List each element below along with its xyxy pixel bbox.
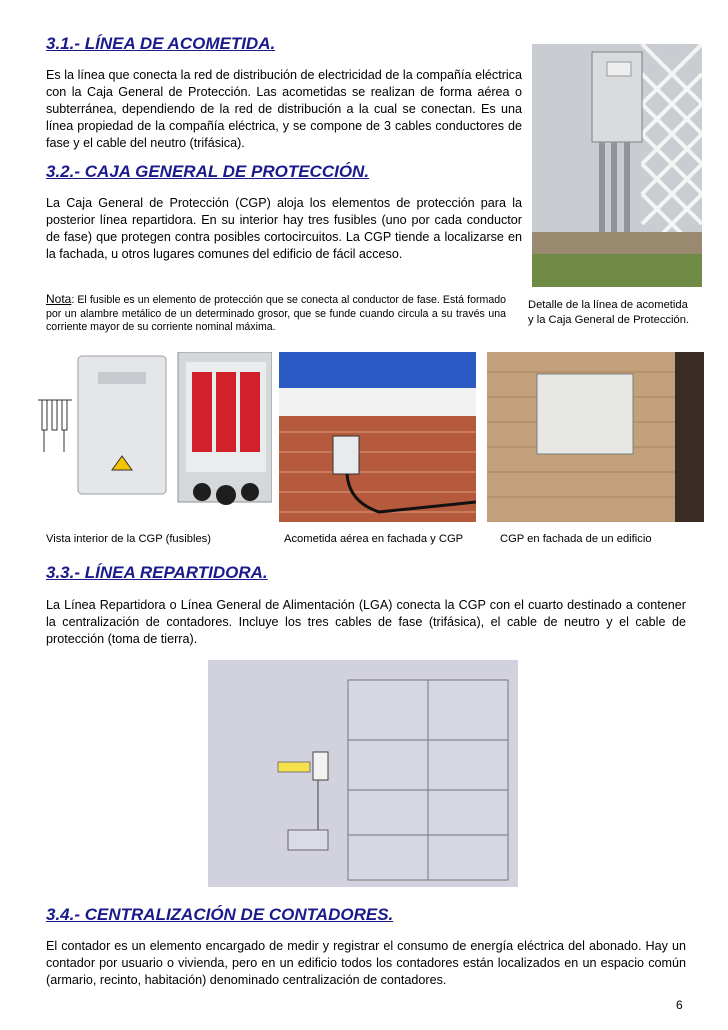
paragraph-3-4: El contador es un elemento encargado de medir y registrar el consumo de energía eléctrica del abonado. Hay un contador por usuario o vivienda, pero en un edificio todos los contadores están localizados en un espacio común (armario, recinto, habitación) denominado centralización de contadores.	[46, 939, 686, 987]
paragraph-3-3: La Línea Repartidora o Línea General de Alimentación (LGA) conecta la CGP con el cuarto destinado a contener la centralización de contadores. Incluye los tres cables de fase (trifásica), el cable de neutro y el cable de protección (toma de tierra).	[46, 598, 686, 646]
page-number: 6	[676, 998, 683, 1012]
note-text: : El fusible es un elemento de protección que se conecta al conductor de fase. Está formado por un alambre metálico de un determinado grosor, que se funde cuando circula a su través una corriente mayor de su corriente nominal máxima.	[46, 294, 506, 333]
paragraph-3-2: La Caja General de Protección (CGP) aloja los elementos de protección para la posterior línea repartidora. En su interior hay tres fusibles (uno por cada conductor de fase) que protegen contra posibles cortocircuitos. La CGP tiende a localizarse en la fachada, u otros lugares comunes del edificio de fácil acceso.	[46, 196, 522, 261]
photo-cgp-fachada	[487, 352, 704, 522]
caption-top-photo-line2: y la Caja General de Protección.	[528, 314, 690, 326]
photo-acometida-aerea	[279, 352, 476, 522]
heading-3-2: 3.2.- CAJA GENERAL DE PROTECCIÓN.	[46, 162, 370, 181]
photo-acometida-cgp	[532, 44, 702, 287]
note-label: Nota	[46, 292, 72, 306]
heading-3-4: 3.4.- CENTRALIZACIÓN DE CONTADORES.	[46, 905, 394, 924]
note-fusible	[46, 293, 506, 335]
caption-cgp-fachada: CGP en fachada de un edificio	[500, 533, 652, 545]
heading-3-1: 3.1.- LÍNEA DE ACOMETIDA.	[46, 34, 276, 53]
heading-3-3: 3.3.- LÍNEA REPARTIDORA.	[46, 563, 268, 582]
photo-cgp-interior-1	[36, 352, 272, 522]
caption-top-photo-line1: Detalle de la línea de acometida	[528, 299, 688, 311]
caption-acometida-aerea: Acometida aérea en fachada y CGP	[284, 533, 464, 545]
caption-cgp-interior: Vista interior de la CGP (fusibles)	[46, 533, 211, 545]
paragraph-3-1: Es la línea que conecta la red de distribución de electricidad de la compañía eléctrica con la Caja General de Protección. Las acometidas se realizan de forma aérea o subterránea, dependiendo de la red de distribución a la cual se conectan. Es una línea propiedad de la compañía eléctrica, y se compone de 3 cables conductores de fase y el cable del neutro (trifásica).	[46, 68, 522, 150]
image-linea-repartidora-render	[208, 660, 518, 887]
